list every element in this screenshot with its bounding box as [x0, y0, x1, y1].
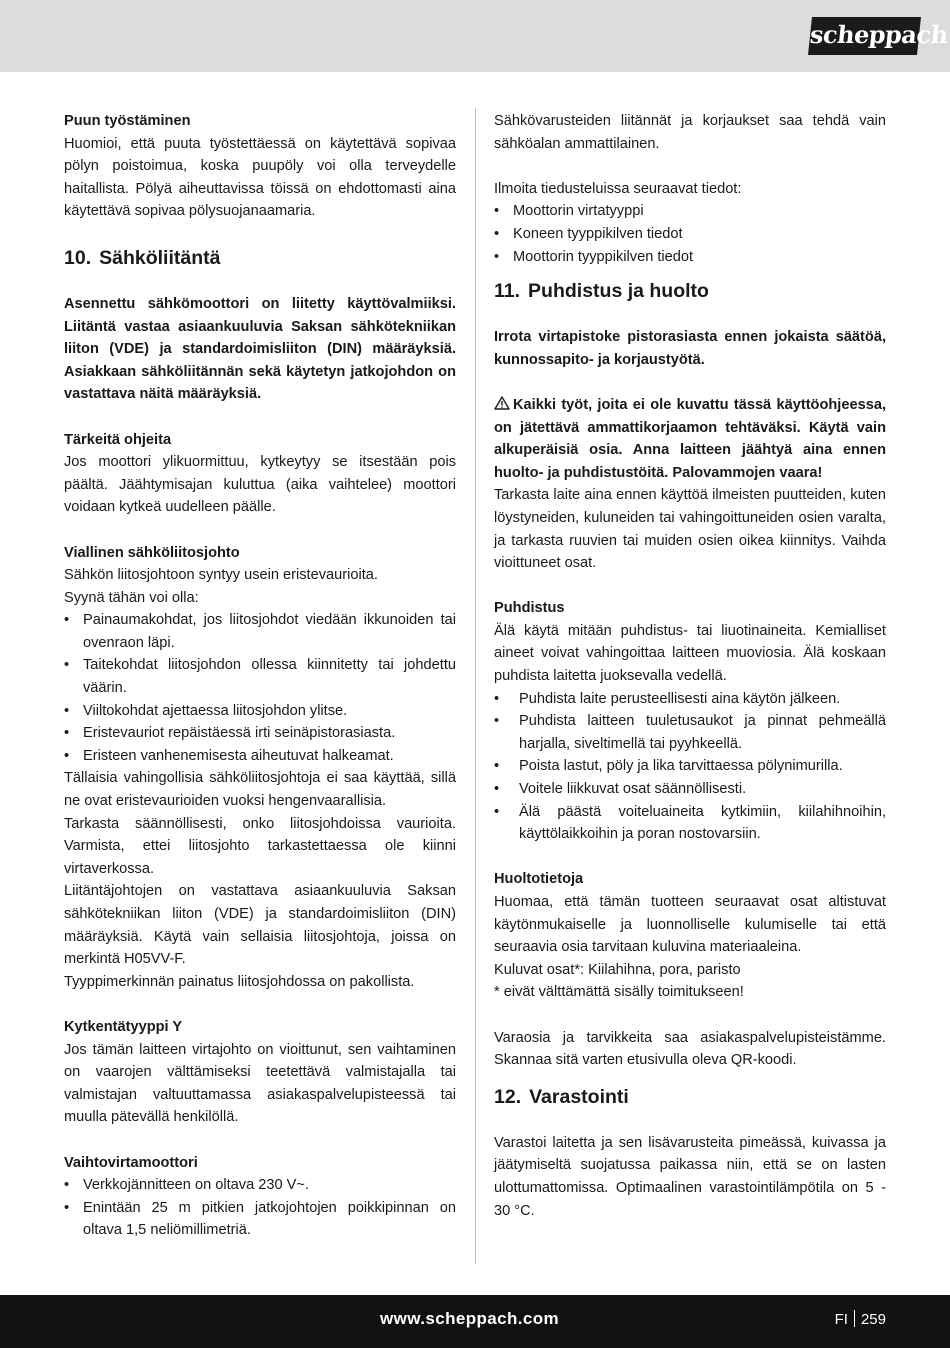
- section-12-label: Varastointi: [529, 1085, 629, 1108]
- language-code: FI: [834, 1311, 848, 1328]
- section-10-number: 10.: [64, 246, 92, 269]
- warning-text: Kaikki työt, joita ei ole kuvattu tässä käyttöohjeessa, on jätettävä ammattikorjaamon tehtäväksi. Käytä vain alkuperäisiä osia. Anna laitteen jäähtyä aina ennen huolto- ja puhdistustöitä. Palovammojen vaara!: [494, 396, 886, 481]
- column-divider: [475, 108, 476, 1264]
- list-item: • Painaumakohdat, jos liitosjohdot viedään ikkunoiden tai ovenraon läpi.: [64, 609, 456, 654]
- ytype-text: Jos tämän laitteen virtajohto on vioittunut, sen vaihtaminen on vaarojen välttämiseksi teetettävä valmistajalla tai valmistajan valtuuttamassa asiakaspalvelupisteessä tai muulla pätevällä henkilöllä.: [64, 1041, 456, 1126]
- inquiry-list: [494, 200, 886, 268]
- service-note: * eivät välttämättä sisälly toimitukseen!: [494, 984, 744, 1001]
- left-column: [64, 110, 456, 1242]
- cleaning-list: [494, 688, 886, 846]
- cable-paragraph-1: Tällaisia vahingollisia sähköliitosjohtoja ei saa käyttää, sillä ne ovat eristevaurioiden vuoksi hengenvaarallisia.: [64, 770, 456, 810]
- list-item: • Puhdista laite perusteellisesti aina käytön jälkeen.: [494, 688, 886, 711]
- cable-paragraph-4: Tyyppimerkinnän painatus liitosjohdossa on pakollista.: [64, 973, 415, 990]
- section-10-label: Sähköliitäntä: [99, 246, 221, 269]
- cable-cause-list: [64, 609, 456, 767]
- section-10-bold-text: Asennettu sähkömoottori on liitetty käyttövalmiiksi. Liitäntä vastaa asiaankuuluvia Saksan sähkötekniikan liiton (VDE) ja standardoimisliiton (DIN) määräyksiä. Asiakkaan sähköliitännän sekä käytetyn jatkojohdon on vastattava näitä määräyksiä.: [64, 295, 456, 403]
- page-header: [0, 0, 950, 72]
- cable-paragraph-2: Tarkasta säännöllisesti, onko liitosjohdoissa vaurioita. Varmista, ettei liitosjohto tarkastettaessa ole kiinni virtaverkossa.: [64, 815, 456, 877]
- connection-text: Sähkövarusteiden liitännät ja korjaukset saa tehdä vain sähköalan ammattilainen.: [494, 113, 886, 152]
- cable-paragraph-3: Liitäntäjohtojen on vastattava asiaankuuluvia Saksan sähkötekniikan liiton (VDE) ja standardoimisliiton (DIN) määräyksiä. Käytä vain sellaisia liitosjohtoja, joissa on merkintä H05VV-F.: [64, 883, 456, 968]
- list-item: • Älä päästä voiteluaineita kytkimiin, kiilahihnoihin, käyttölaikkoihin ja poran nostovarsiin.: [494, 801, 886, 846]
- wood-text: Huomioi, että puuta työstettäessä on käytettävä sopivaa pölyn poistoimua, koska puupöly voi olla terveydelle haitallista. Pölyä aiheuttavissa töissä on ehdottomasti aina käytettävä sopivaa pölysuojanaamaria.: [64, 135, 456, 220]
- page-footer: [0, 1295, 950, 1348]
- section-11-number: 11.: [494, 280, 521, 303]
- list-item: • Voitele liikkuvat osat säännöllisesti.: [494, 778, 886, 801]
- right-column: [494, 110, 886, 1222]
- section-11-label: Puhdistus ja huolto: [528, 280, 709, 303]
- list-item: • Viiltokohdat ajettaessa liitosjohdon ylitse.: [64, 700, 456, 723]
- list-item: • Moottorin tyyppikilven tiedot: [494, 246, 886, 269]
- list-item: • Enintään 25 m pitkien jatkojohtojen poikkipinnan on oltava 1,5 neliömillimetriä.: [64, 1197, 456, 1242]
- section-12-number: 12.: [494, 1085, 522, 1108]
- notes-heading: Tärkeitä ohjeita: [64, 431, 172, 448]
- page-number: 259: [860, 1311, 886, 1328]
- spare-parts-text: Varaosia ja tarvikkeita saa asiakaspalvelupisteistämme. Skannaa sitä varten etusivulla oleva QR-koodi.: [494, 1029, 886, 1069]
- list-item: • Eristeen vanhenemisesta aiheutuvat halkeamat.: [64, 745, 456, 768]
- service-text: Huomaa, että tämän tuotteen seuraavat osat altistuvat käytönmukaiselle ja luonnolliselle kulumiselle tai että seuraavia osia tarvitaan kuluvina materiaaleina.: [494, 894, 886, 956]
- notes-text: Jos moottori ylikuormittuu, kytkeytyy se itsestään pois päältä. Jäähtymisajan kuluttua (aika vaihtelee) moottori voidaan kytkeä uudelleen päälle.: [64, 454, 456, 516]
- ac-motor-heading: Vaihtovirtamoottori: [64, 1154, 198, 1171]
- list-item: • Moottorin virtatyyppi: [494, 200, 886, 223]
- list-item: • Puhdista laitteen tuuletusaukot ja pinnat pehmeällä harjalla, siveltimellä tai pyyhkeellä.: [494, 710, 886, 755]
- page-indicator: [835, 1310, 886, 1328]
- list-item: • Eristevauriot repäistäessä irti seinäpistorasiasta.: [64, 722, 456, 745]
- section-12-title: [494, 1084, 886, 1110]
- ytype-heading: Kytkentätyyppi Y: [64, 1018, 183, 1035]
- brand-logo: scheppach: [808, 17, 921, 55]
- list-item: • Koneen tyyppikilven tiedot: [494, 223, 886, 246]
- ac-motor-list: [64, 1174, 456, 1242]
- cable-intro-2: Syynä tähän voi olla:: [64, 589, 199, 606]
- wood-heading: Puun työstäminen: [64, 113, 191, 129]
- section-11-title: [494, 278, 886, 304]
- list-item: • Taitekohdat liitosjohdon ollessa kiinnitetty tai johdettu väärin.: [64, 654, 456, 699]
- service-parts: Kuluvat osat*: Kiilahihna, pora, paristo: [494, 961, 741, 978]
- cable-intro: Sähkön liitosjohtoon syntyy usein eristevaurioita.: [64, 567, 378, 584]
- inquiry-intro: Ilmoita tiedusteluissa seuraavat tiedot:: [494, 180, 742, 197]
- website-link[interactable]: www.scheppach.com: [380, 1309, 560, 1328]
- warning-triangle-icon: [494, 395, 510, 409]
- cleaning-heading: Puhdistus: [494, 600, 565, 617]
- list-item: • Poista lastut, pöly ja lika tarvittaessa pölynimurilla.: [494, 755, 886, 778]
- list-item: • Verkkojännitteen on oltava 230 V~.: [64, 1174, 456, 1197]
- cleaning-text: Älä käytä mitään puhdistus- tai liuotinaineita. Kemialliset aineet voivat vahingoittaa laitteen muoviosia. Älä koskaan puhdista laitetta juoksevalla vedellä.: [494, 622, 886, 685]
- storage-text: Varastoi laitetta ja sen lisävarusteita pimeässä, kuivassa ja jäätymiseltä suojatussa paikassa niin, että se on lasten ulottumattomissa. Optimaalinen varastointilämpötila on 5 - 30 °C.: [494, 1134, 886, 1219]
- warning-text-block: [494, 394, 886, 484]
- cable-heading: Viallinen sähköliitosjohto: [64, 544, 240, 561]
- inspection-text: Tarkasta laite aina ennen käyttöä ilmeisten puutteiden, kuten löystyneiden, kuluneiden tai vahingoittuneiden osien varalta, ja tarkasta ruuvien tai muiden osien oikea kiinnitys. Vaihda vioittuneet osat.: [494, 487, 886, 572]
- section-11-bold-text: Irrota virtapistoke pistorasiasta ennen jokaista säätöä, kunnossapito- ja korjaustyötä.: [494, 329, 886, 368]
- service-heading: Huoltotietoja: [494, 871, 584, 888]
- section-10-title: [64, 245, 456, 271]
